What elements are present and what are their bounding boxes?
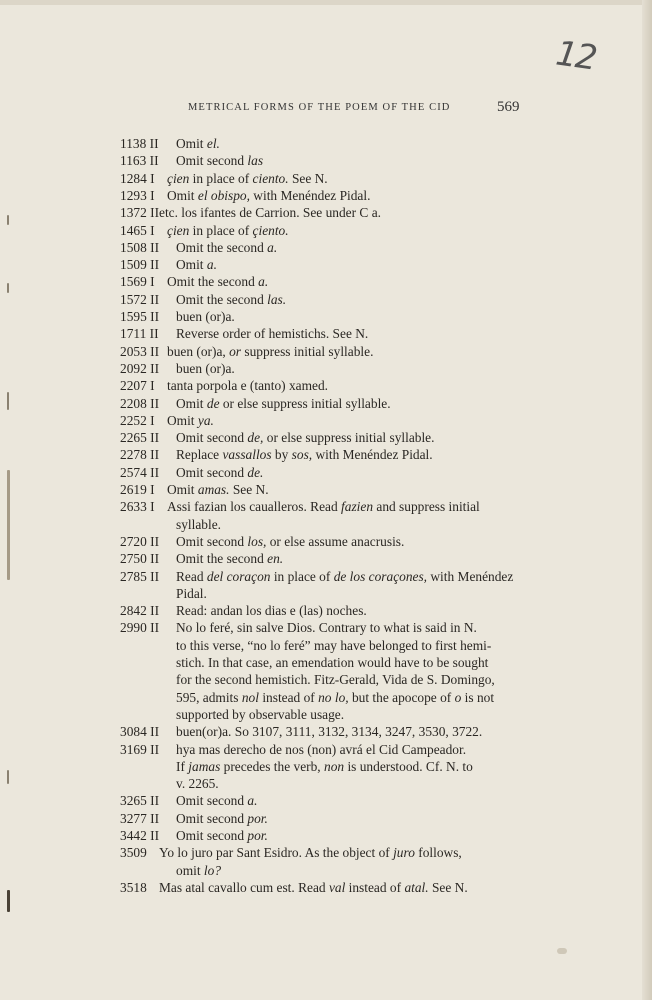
verse-reference: 2785 II — [120, 568, 160, 584]
italic-text: por. — [247, 810, 268, 826]
verse-reference: 3084 II — [120, 724, 160, 740]
text-segment: Omit the second — [176, 551, 268, 567]
italic-text: nol — [241, 689, 259, 705]
italic-text: no lo, — [318, 689, 349, 705]
text-segment: precedes the verb, — [220, 758, 325, 774]
entry-text — [176, 446, 433, 463]
text-segment: is understood. Cf. N. to — [344, 758, 473, 774]
entry-text — [176, 464, 263, 481]
verse-reference: 3277 II — [120, 810, 160, 826]
text-segment: Replace — [176, 447, 223, 463]
italic-text: de los coraçones, — [333, 568, 428, 584]
text-segment: Omit — [167, 412, 198, 428]
italic-text: val — [328, 879, 346, 895]
text-segment: stich. In that case, an emendation would have to be sought — [176, 655, 489, 670]
text-segment: Read: andan los dias e (las) noches. — [176, 603, 367, 619]
text-segment: Omit the second — [176, 239, 268, 255]
verse-reference: 3442 II — [120, 828, 160, 843]
page-top-edge — [0, 0, 652, 5]
entry-text — [176, 152, 263, 169]
entry-text — [176, 395, 391, 412]
text-segment: Omit — [167, 187, 198, 203]
italic-text: de — [206, 395, 220, 411]
verse-reference: 2842 II — [120, 603, 160, 619]
italic-text: amas. — [197, 482, 230, 497]
text-segment: but the apocope of — [348, 689, 455, 705]
page-right-edge — [642, 0, 652, 1000]
text-segment: hya mas derecho de nos (non) avrá el Cid Campeador. — [176, 741, 467, 757]
text-segment: buen(or)a. So 3107, 3111, 3132, 3134, 3247, 3530, 3722. — [176, 724, 483, 740]
text-segment: tanta porpola e (tanto) xamed. — [167, 378, 328, 394]
italic-text: ya. — [197, 412, 214, 428]
text-segment: Omit the second — [176, 291, 268, 307]
verse-reference: 2208 II — [120, 395, 160, 411]
italic-text: a. — [206, 257, 217, 273]
verse-reference: 3169 II — [120, 741, 160, 757]
text-segment: buen (or)a. — [176, 360, 235, 376]
italic-text: lo? — [203, 862, 222, 878]
text-segment: supported by observable usage. — [176, 706, 345, 722]
handwritten-folio-number: 12 — [553, 33, 598, 79]
italic-text: del coraçon — [206, 568, 271, 584]
entry-text — [159, 844, 462, 861]
entry-text — [176, 291, 286, 308]
verse-reference: 2720 II — [120, 533, 160, 549]
text-segment: Omit second — [176, 793, 248, 809]
verse-reference: 1508 II — [120, 239, 160, 255]
verse-reference: 2990 II — [120, 620, 160, 636]
verse-reference: 1372 II — [120, 205, 160, 221]
italic-text: los, — [247, 533, 267, 549]
verse-reference: 3518 — [120, 879, 147, 895]
entry-text — [176, 827, 268, 844]
italic-text: en. — [267, 551, 284, 567]
text-segment: Omit second — [176, 153, 248, 169]
verse-reference: 3265 II — [120, 793, 160, 809]
italic-text: el. — [206, 136, 220, 151]
text-segment: Omit second — [176, 464, 248, 480]
text-segment: suppress initial syllable. — [241, 343, 374, 359]
text-segment: with Menéndez Pidal. — [312, 447, 433, 463]
text-segment: Read — [176, 568, 207, 584]
verse-reference: 1595 II — [120, 309, 160, 324]
entry-text — [167, 377, 328, 394]
italic-text: atal. — [404, 879, 429, 895]
entry-text — [176, 533, 404, 550]
italic-text: sos, — [291, 447, 313, 463]
entry-text — [167, 222, 289, 239]
text-segment: See N. — [229, 482, 269, 497]
text-segment: in place of — [270, 568, 334, 584]
text-segment: Mas atal cavallo cum est. Read — [159, 879, 329, 895]
text-segment: by — [271, 447, 292, 463]
entry-text — [159, 204, 381, 221]
text-segment: is not — [461, 689, 495, 705]
entry-text — [176, 862, 221, 879]
text-segment: Omit — [176, 257, 207, 273]
entry-text — [176, 810, 268, 827]
text-segment: Omit second — [176, 533, 248, 549]
italic-text: a. — [247, 793, 258, 809]
text-segment: etc. los ifantes de Carrion. See under C a. — [159, 205, 381, 221]
verse-reference: 2750 II — [120, 551, 160, 567]
italic-text: por. — [247, 828, 268, 843]
verse-reference: 2252 I — [120, 412, 155, 428]
verse-reference: 3509 — [120, 845, 147, 861]
italic-text: o — [454, 689, 462, 705]
verse-reference: 2633 I — [120, 499, 155, 515]
entry-text — [176, 516, 221, 533]
verse-reference: 1284 I — [120, 170, 155, 186]
entry-text — [176, 550, 283, 567]
verse-reference: 2207 I — [120, 378, 155, 394]
entry-text — [176, 602, 367, 619]
entry-text — [176, 256, 217, 273]
text-segment: Omit second — [176, 430, 248, 446]
text-segment: v. 2265. — [176, 776, 219, 792]
text-segment: 595, admits — [176, 689, 242, 705]
italic-text: las — [247, 153, 264, 169]
page-number: 569 — [497, 99, 520, 115]
entry-text — [176, 429, 434, 446]
text-segment: instead of — [345, 879, 405, 895]
text-segment: omit — [176, 862, 204, 878]
italic-text: a. — [267, 239, 278, 255]
italic-text: or — [229, 343, 242, 359]
entry-text — [167, 481, 269, 498]
italic-text: çien — [167, 222, 190, 238]
verse-reference: 1138 II — [120, 136, 159, 151]
entry-text — [167, 498, 480, 515]
entry-text — [176, 637, 491, 654]
entry-text — [176, 775, 219, 792]
verse-reference: 1509 II — [120, 257, 160, 273]
text-segment: or else suppress initial syllable. — [263, 430, 435, 446]
entry-text — [176, 239, 277, 256]
italic-text: las. — [267, 291, 287, 307]
entry-text — [167, 273, 268, 290]
verse-reference: 1163 II — [120, 153, 159, 169]
italic-text: non — [324, 758, 345, 774]
entry-text — [167, 343, 373, 360]
text-segment: Pidal. — [176, 585, 207, 601]
verse-reference: 2278 II — [120, 447, 160, 463]
verse-reference: 2053 II — [120, 343, 160, 359]
paper-spot — [557, 948, 567, 954]
verse-reference: 2574 II — [120, 464, 160, 480]
text-segment: instead of — [258, 689, 319, 705]
italic-text: çien — [167, 170, 190, 186]
italic-text: de, — [247, 430, 264, 446]
italic-text: de. — [247, 464, 264, 480]
verse-reference: 2619 I — [120, 482, 155, 497]
verse-reference: 1569 I — [120, 274, 155, 290]
entry-text — [176, 671, 495, 688]
italic-text: jamas — [188, 758, 221, 774]
text-segment: See N. — [428, 879, 468, 895]
text-segment: Omit second — [176, 828, 248, 843]
entry-text — [176, 135, 220, 152]
entry-text — [167, 170, 328, 187]
entry-text — [176, 689, 494, 706]
italic-text: çiento. — [252, 222, 289, 238]
text-segment: follows, — [414, 845, 462, 861]
text-segment: or else assume anacrusis. — [266, 533, 405, 549]
entry-text — [176, 654, 488, 671]
italic-text: juro — [393, 845, 415, 861]
entry-text — [176, 308, 235, 325]
verse-reference: 1465 I — [120, 222, 155, 238]
entry-text — [176, 360, 235, 377]
text-segment: buen (or)a. — [176, 309, 235, 324]
italic-text: fazien — [341, 499, 374, 515]
text-segment: Reverse order of hemistichs. See N. — [176, 326, 369, 342]
italic-text: el obispo, — [197, 187, 250, 203]
text-segment: and suppress initial — [373, 499, 480, 515]
entry-text — [176, 325, 368, 342]
entry-text — [176, 568, 513, 585]
text-segment: syllable. — [176, 516, 221, 532]
text-segment: No lo feré, sin salve Dios. Contrary to what is said in N. — [176, 620, 477, 636]
entry-text — [167, 187, 370, 204]
verse-reference: 1293 I — [120, 187, 155, 203]
text-segment: with Menéndez — [427, 568, 514, 584]
text-segment: to this verse, “no lo feré” may have belonged to first hemi- — [176, 637, 492, 653]
text-segment: See N. — [288, 170, 328, 186]
running-head: METRICAL FORMS OF THE POEM OF THE CID — [188, 102, 451, 113]
text-segment: Omit — [176, 395, 207, 411]
text-segment: Omit — [176, 136, 207, 151]
text-segment: Assi fazian los caualleros. Read — [167, 499, 342, 515]
text-segment: with Menéndez Pidal. — [249, 187, 371, 203]
text-segment: in place of — [189, 222, 253, 238]
entry-text — [176, 706, 344, 723]
entry-text — [176, 792, 257, 809]
verse-reference: 1711 II — [120, 326, 159, 342]
verse-reference: 2265 II — [120, 430, 160, 446]
text-segment: or else suppress initial syllable. — [219, 395, 391, 411]
text-segment: for the second hemistich. Fitz-Gerald, Vida de S. Domingo, — [176, 672, 495, 688]
italic-text: ciento. — [252, 170, 289, 186]
entry-text — [176, 758, 473, 775]
verse-reference: 1572 II — [120, 291, 160, 307]
text-segment: If — [176, 758, 189, 774]
italic-text: vassallos — [222, 447, 272, 463]
verse-reference: 2092 II — [120, 360, 160, 376]
text-segment: Omit second — [176, 810, 248, 826]
entry-text — [176, 741, 466, 758]
entry-text — [159, 879, 468, 896]
text-segment: Omit the second — [167, 274, 259, 290]
text-segment: Yo lo juro par Sant Esidro. As the object of — [159, 845, 394, 861]
text-segment: Omit — [167, 482, 198, 497]
entry-text — [176, 619, 477, 636]
entry-text — [176, 723, 482, 740]
entry-text — [167, 412, 214, 429]
italic-text: a. — [258, 274, 269, 290]
entry-text — [176, 585, 207, 602]
text-segment: in place of — [189, 170, 253, 186]
text-segment: buen (or)a, — [167, 343, 230, 359]
